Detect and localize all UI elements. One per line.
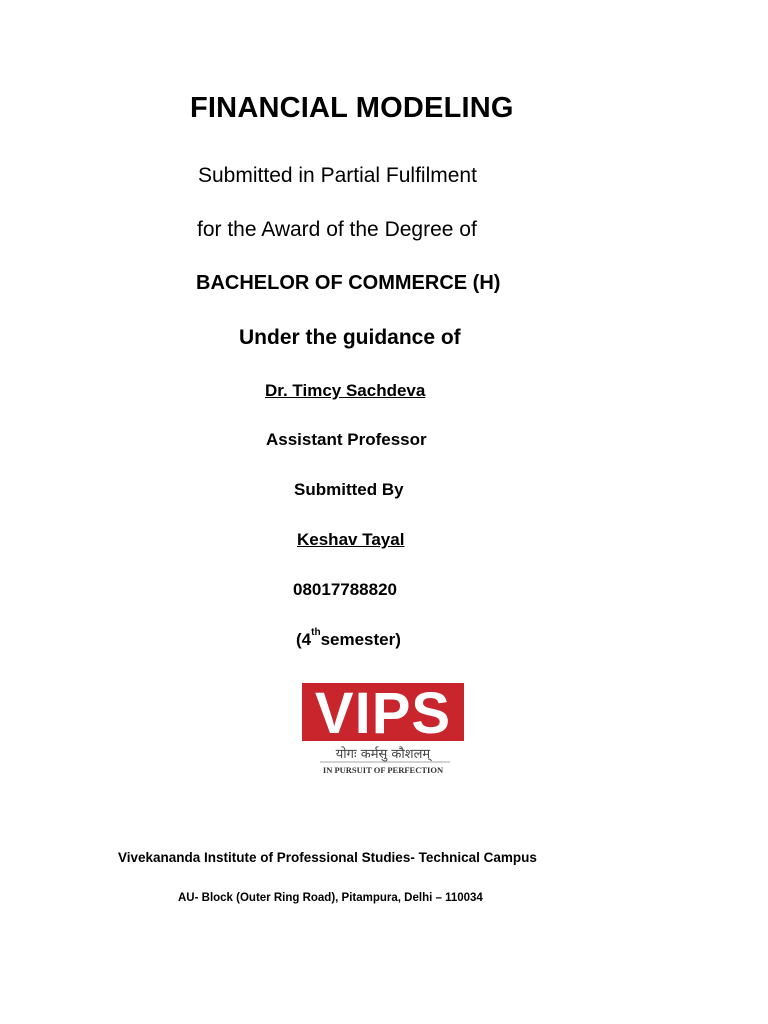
guidance-heading: Under the guidance of (239, 326, 461, 349)
logo-wordmark: VIPS (314, 683, 452, 746)
institute-address: AU- Block (Outer Ring Road), Pitampura, Delhi – 110034 (178, 892, 483, 904)
guide-name: Dr. Timcy Sachdeva (265, 381, 426, 400)
logo-motto-english: IN PURSUIT OF PERFECTION (322, 765, 444, 775)
enrollment-number: 08017788820 (293, 580, 398, 599)
submitted-by-label: Submitted By (294, 480, 404, 499)
guide-designation: Assistant Professor (266, 430, 427, 449)
semester-open: (4 (296, 630, 312, 649)
semester (296, 627, 401, 649)
degree-name: BACHELOR OF COMMERCE (H) (196, 272, 501, 294)
submission-line-2: for the Award of the Degree of (197, 218, 477, 241)
document-title: FINANCIAL MODELING (190, 92, 514, 124)
submission-line-1: Submitted in Partial Fulfilment (198, 164, 477, 187)
logo-motto-hindi: योगः कर्मसु कौशलम् (335, 747, 431, 762)
vips-logo (302, 683, 464, 779)
semester-ordinal-suffix: th (311, 627, 321, 638)
student-name: Keshav Tayal (297, 530, 405, 549)
institute-name: Vivekananda Institute of Professional Studies- Technical Campus (118, 850, 537, 865)
semester-rest: semester) (320, 630, 401, 649)
